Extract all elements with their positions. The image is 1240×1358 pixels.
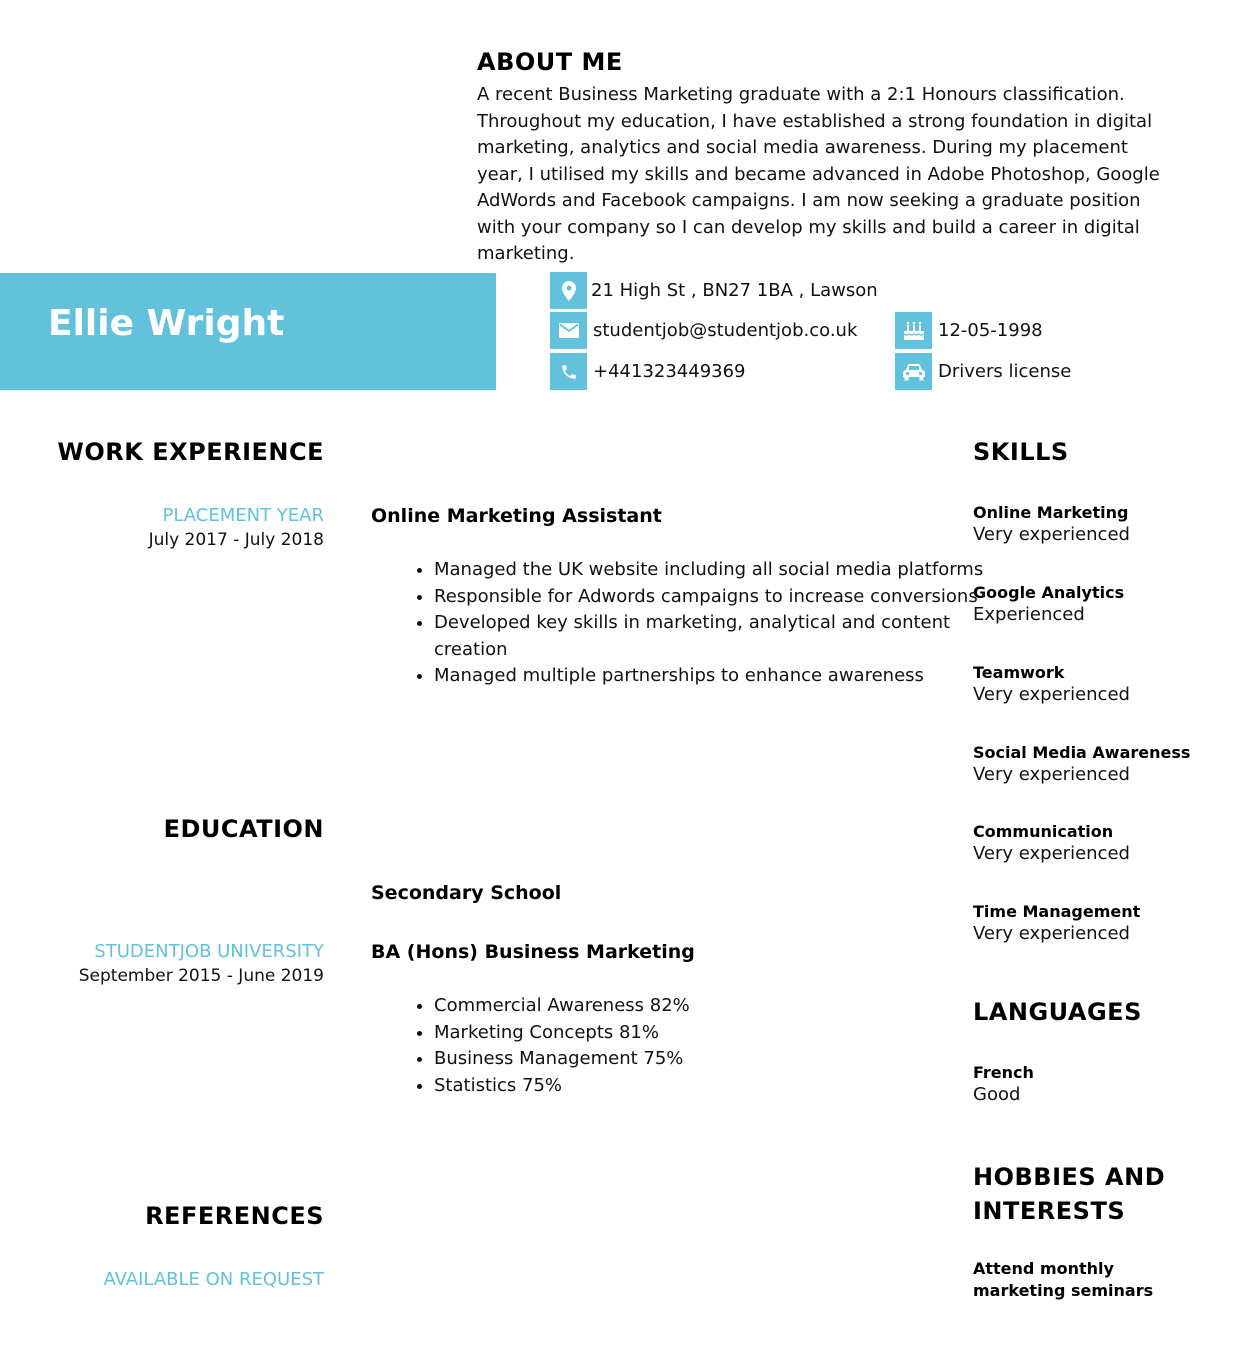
skill-level: Very experienced [973, 923, 1130, 944]
references-value: AVAILABLE ON REQUEST [103, 1269, 324, 1290]
birthday-cake-icon [895, 312, 932, 349]
phone-text: +441323449369 [593, 361, 746, 382]
skill-item [973, 822, 1130, 864]
list-item: • Developed key skills in marketing, analytical and content creation [434, 610, 1004, 663]
skill-name: Online Marketing [973, 503, 1129, 522]
education-heading: EDUCATION [163, 815, 324, 843]
list-item: • Responsible for Adwords campaigns to increase conversions [434, 584, 1004, 611]
hobby-item [973, 1258, 1153, 1302]
contact-license [895, 353, 1071, 390]
references-heading: REFERENCES [145, 1202, 324, 1230]
hobby-line: marketing seminars [973, 1281, 1154, 1300]
skills-heading: SKILLS [973, 438, 1069, 466]
skill-item [973, 503, 1130, 545]
skill-level: Very experienced [973, 684, 1130, 705]
work-experience-heading: WORK EXPERIENCE [57, 438, 324, 466]
skill-level: Very experienced [973, 764, 1130, 785]
skill-name: Time Management [973, 902, 1141, 921]
work-period-label: PLACEMENT YEAR [162, 505, 324, 526]
about-me-heading: ABOUT ME [477, 48, 623, 76]
hobby-line: Attend monthly [973, 1259, 1114, 1278]
skill-name: Google Analytics [973, 583, 1125, 602]
envelope-icon [550, 312, 587, 349]
hobbies-heading-line: INTERESTS [973, 1197, 1126, 1225]
education-grades-list [371, 993, 1004, 1099]
skill-item [973, 743, 1190, 785]
education-dates: September 2015 - June 2019 [78, 966, 324, 986]
skill-level: Very experienced [973, 843, 1130, 864]
skill-item [973, 902, 1140, 944]
school-title: Secondary School [371, 882, 562, 904]
university-label: STUDENTJOB UNIVERSITY [94, 941, 324, 962]
language-name: French [973, 1063, 1034, 1082]
email-link[interactable]: studentjob@studentjob.co.uk [593, 320, 858, 341]
phone-icon [550, 353, 587, 390]
skill-name: Communication [973, 822, 1114, 841]
contact-birthdate [895, 312, 1043, 349]
language-item [973, 1063, 1034, 1105]
hobbies-heading-line: HOBBIES AND [973, 1163, 1166, 1191]
address-text: 21 High St , BN27 1BA , Lawson [591, 280, 878, 301]
contact-phone [550, 353, 746, 390]
education-period [0, 941, 324, 986]
list-item: • Statistics 75% [434, 1073, 1004, 1100]
job-title: Online Marketing Assistant [371, 505, 662, 527]
skill-name: Social Media Awareness [973, 743, 1191, 762]
skill-item [973, 663, 1130, 705]
list-item: • Managed multiple partnerships to enhance awareness [434, 663, 1004, 690]
list-item: • Managed the UK website including all social media platforms [434, 557, 1004, 584]
candidate-name: Ellie Wright [48, 303, 285, 344]
hobbies-heading [973, 1160, 1165, 1228]
license-text: Drivers license [938, 361, 1072, 382]
name-banner [0, 273, 496, 390]
list-item: • Marketing Concepts 81% [434, 1020, 1004, 1047]
birthdate-text: 12-05-1998 [938, 320, 1043, 341]
work-period [0, 505, 324, 550]
list-item: • Business Management 75% [434, 1046, 1004, 1073]
contact-address [550, 272, 878, 309]
map-marker-icon [550, 272, 587, 309]
skill-level: Experienced [973, 604, 1085, 625]
about-me-text: A recent Business Marketing graduate with a 2:1 Honours classification. Throughout my education, I have established a strong foundation in digital marketing, analytics and social media awareness. During my placement year, I utilised my skills and became advanced in Adobe Photoshop, Google AdWords and Facebook campaigns. I am now seeking a graduate position with your company so I can develop my skills and build a career in digital marketing. [477, 84, 1160, 264]
skill-name: Teamwork [973, 663, 1065, 682]
car-icon [895, 353, 932, 390]
skill-item [973, 583, 1124, 625]
skill-level: Very experienced [973, 524, 1130, 545]
language-level: Good [973, 1084, 1021, 1105]
work-duties-list [371, 557, 1004, 690]
list-item: • Commercial Awareness 82% [434, 993, 1004, 1020]
degree-title: BA (Hons) Business Marketing [371, 941, 695, 963]
contact-email [550, 312, 857, 349]
work-period-dates: July 2017 - July 2018 [148, 530, 324, 550]
languages-heading: LANGUAGES [973, 998, 1142, 1026]
